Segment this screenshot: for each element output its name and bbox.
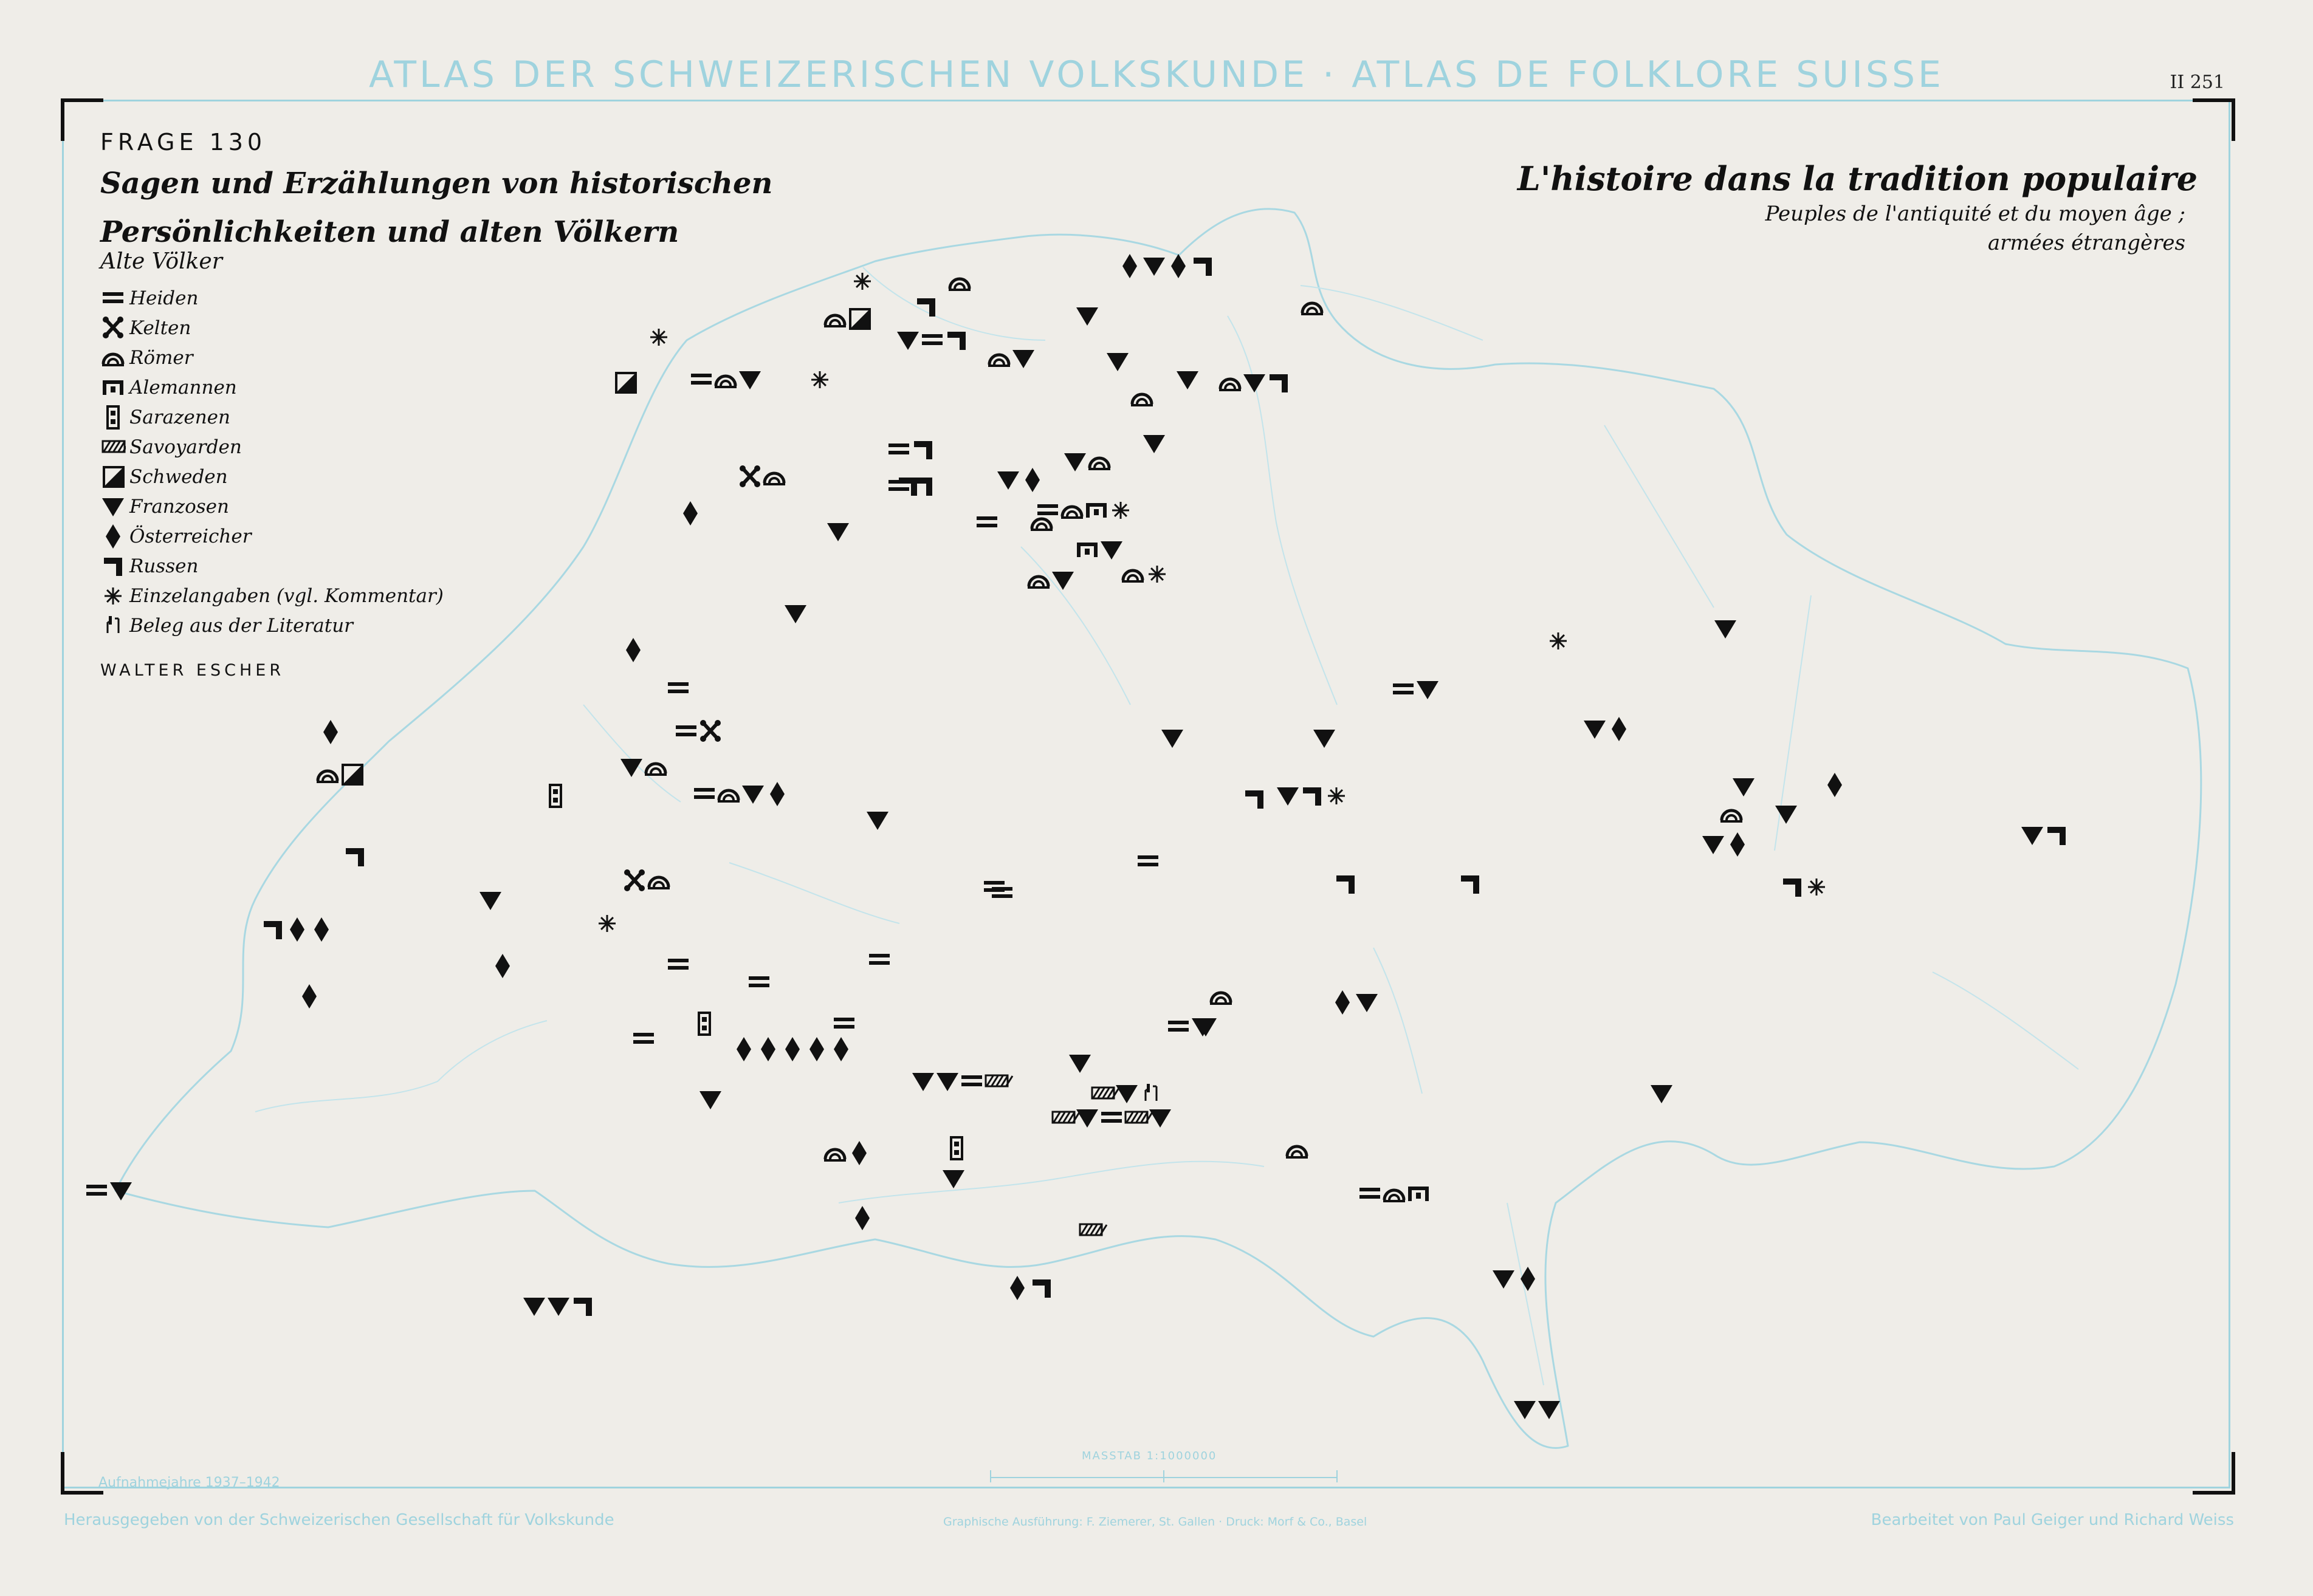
sarazenen-icon bbox=[951, 1137, 962, 1159]
heiden-icon bbox=[888, 480, 909, 491]
map-marker bbox=[1210, 993, 1232, 1005]
franzosen-icon bbox=[867, 812, 888, 830]
map-marker bbox=[1076, 307, 1098, 326]
franzosen-icon bbox=[1052, 572, 1074, 590]
roemer-icon bbox=[949, 279, 971, 291]
map-marker bbox=[917, 298, 935, 317]
einzel-icon bbox=[1149, 566, 1166, 583]
map-marker bbox=[1037, 502, 1129, 519]
roemer-icon bbox=[1088, 458, 1110, 470]
map-marker bbox=[1584, 717, 1626, 741]
map-marker bbox=[1245, 790, 1263, 809]
franzosen-icon bbox=[1243, 374, 1265, 392]
map-marker bbox=[626, 638, 641, 662]
franzosen-icon bbox=[785, 605, 806, 623]
franzosen-icon bbox=[827, 523, 849, 541]
sarazenen-icon bbox=[699, 1013, 710, 1035]
publisher-credit: Herausgegeben von der Schweizerischen Gesellschaft für Volkskunde bbox=[64, 1511, 614, 1529]
title-french: L'histoire dans la tradition populaire bbox=[1517, 159, 2198, 198]
oesterreicher-icon bbox=[1025, 468, 1040, 492]
map-marker bbox=[1335, 990, 1378, 1015]
oesterreicher-icon bbox=[323, 720, 338, 744]
heiden-icon bbox=[1393, 683, 1414, 694]
roemer-icon bbox=[763, 473, 785, 485]
map-marker bbox=[1286, 1146, 1308, 1159]
heiden-icon bbox=[668, 682, 689, 693]
roemer-icon bbox=[1122, 570, 1144, 583]
legend-label: Schweden bbox=[129, 465, 228, 488]
einzel-icon bbox=[599, 915, 616, 932]
roemer-icon bbox=[715, 376, 737, 388]
russen-icon bbox=[1461, 875, 1479, 894]
oesterreicher-icon bbox=[1171, 254, 1186, 278]
map-marker bbox=[2021, 827, 2066, 845]
franzosen-icon bbox=[1161, 730, 1183, 748]
map-marker bbox=[676, 720, 721, 742]
map-marker bbox=[1122, 566, 1166, 583]
roemer-icon bbox=[988, 355, 1010, 367]
map-marker bbox=[811, 371, 828, 388]
heiden-icon bbox=[668, 959, 689, 970]
franzosen-icon bbox=[1277, 787, 1299, 806]
franzosen-icon bbox=[997, 471, 1019, 490]
franzosen-icon bbox=[1076, 307, 1098, 326]
map-marker bbox=[264, 917, 329, 942]
kelten-icon bbox=[700, 720, 721, 742]
franzosen-icon bbox=[1143, 435, 1165, 453]
roemer-icon bbox=[1131, 394, 1153, 406]
map-marker bbox=[495, 954, 510, 978]
franzosen-icon bbox=[110, 1182, 132, 1200]
title-german: Sagen und Erzählungen von historischen Persönlichkeiten und alten Völkern bbox=[100, 166, 773, 249]
map-marker bbox=[1031, 519, 1053, 531]
map-marker bbox=[1393, 681, 1438, 699]
legend-label: Einzelangaben (vgl. Kommentar) bbox=[129, 584, 444, 607]
alemannen-icon bbox=[1086, 503, 1107, 518]
oesterreicher-icon bbox=[855, 1206, 870, 1230]
atlas-title: ATLAS DER SCHWEIZERISCHEN VOLKSKUNDE · ATLAS DE FOLKLORE SUISSE bbox=[369, 53, 1944, 96]
franzosen-icon bbox=[943, 1170, 964, 1188]
heiden-icon bbox=[86, 1185, 107, 1196]
map-marker bbox=[86, 1182, 132, 1200]
map-marker bbox=[1053, 1109, 1171, 1128]
russen-icon bbox=[1270, 374, 1288, 392]
map-marker bbox=[1359, 1187, 1429, 1202]
russen-icon bbox=[1783, 878, 1801, 897]
map-marker bbox=[1827, 773, 1842, 797]
heiden-icon bbox=[694, 788, 715, 799]
franzosen-icon bbox=[1101, 541, 1122, 560]
schweden-icon bbox=[343, 765, 362, 784]
map-marker bbox=[1783, 878, 1825, 897]
map-marker bbox=[888, 441, 932, 459]
map-marker bbox=[1313, 730, 1335, 748]
heiden-icon bbox=[1138, 855, 1158, 866]
map-marker bbox=[1010, 1276, 1051, 1300]
map-marker bbox=[951, 1137, 962, 1159]
einzel-icon bbox=[1328, 787, 1345, 804]
franzosen-icon bbox=[479, 892, 501, 910]
russen-icon bbox=[574, 1298, 592, 1316]
einzel-icon bbox=[854, 273, 871, 290]
roemer-icon bbox=[824, 315, 846, 327]
franzosen-icon bbox=[1064, 453, 1086, 471]
franzosen-icon bbox=[1116, 1085, 1138, 1103]
map-marker bbox=[1122, 254, 1212, 278]
roemer-icon bbox=[1383, 1190, 1405, 1202]
russen-icon bbox=[264, 921, 282, 939]
franzosen-icon bbox=[620, 759, 642, 777]
franzosen-icon bbox=[699, 1091, 721, 1109]
franzosen-icon bbox=[1177, 371, 1198, 389]
map-marker bbox=[633, 1033, 654, 1044]
roemer-icon bbox=[1061, 507, 1083, 519]
roemer-icon bbox=[648, 877, 670, 889]
oesterreicher-icon bbox=[1010, 1276, 1025, 1300]
heiden-icon bbox=[922, 334, 943, 345]
map-marker bbox=[854, 273, 871, 290]
literatur-icon bbox=[1146, 1084, 1156, 1101]
heiden-icon bbox=[749, 976, 769, 987]
map-marker bbox=[1514, 1401, 1560, 1419]
oesterreicher-icon bbox=[761, 1037, 775, 1061]
franzosen-icon bbox=[1012, 350, 1034, 368]
map-marker bbox=[650, 329, 667, 346]
oesterreicher-icon bbox=[1335, 990, 1350, 1015]
map-marker bbox=[977, 516, 997, 527]
franzosen-icon bbox=[1107, 353, 1129, 371]
russen-icon bbox=[1336, 875, 1355, 894]
oesterreicher-icon bbox=[626, 638, 641, 662]
savoyarden-icon bbox=[1126, 1112, 1152, 1123]
map-marker bbox=[1702, 832, 1745, 857]
franzosen-icon bbox=[548, 1298, 569, 1316]
map-marker bbox=[1775, 806, 1797, 824]
kelten-icon bbox=[740, 465, 760, 487]
map-marker bbox=[997, 468, 1040, 492]
roemer-icon bbox=[1286, 1146, 1308, 1159]
map-marker bbox=[599, 915, 616, 932]
russen-icon bbox=[2047, 827, 2066, 845]
map-marker bbox=[1336, 875, 1355, 894]
einzel-icon bbox=[1550, 632, 1567, 649]
map-marker bbox=[1077, 541, 1122, 560]
heiden-icon bbox=[961, 1075, 982, 1086]
question-label: FRAGE 130 bbox=[100, 129, 267, 156]
einzel-icon bbox=[1112, 502, 1129, 519]
heiden-icon bbox=[633, 1033, 654, 1044]
map-marker bbox=[1080, 1224, 1107, 1235]
legend-label: Beleg aus der Literatur bbox=[129, 614, 354, 637]
franzosen-icon bbox=[1514, 1401, 1536, 1419]
oesterreicher-icon bbox=[852, 1141, 867, 1165]
franzosen-icon bbox=[1069, 1055, 1091, 1073]
oesterreicher-icon bbox=[302, 984, 317, 1009]
oesterreicher-icon bbox=[737, 1037, 751, 1061]
einzel-icon bbox=[1808, 878, 1825, 896]
map-marker bbox=[949, 279, 971, 291]
map-marker bbox=[1219, 374, 1288, 392]
map-marker bbox=[1550, 632, 1567, 649]
roemer-icon bbox=[1031, 519, 1053, 531]
russen-icon bbox=[914, 441, 932, 459]
heiden-icon bbox=[1037, 504, 1058, 515]
map-marker bbox=[912, 1073, 1012, 1091]
map-marker bbox=[550, 785, 561, 807]
franzosen-icon bbox=[912, 1073, 934, 1091]
franzosen-icon bbox=[742, 786, 764, 804]
map-marker bbox=[302, 984, 317, 1009]
map-marker bbox=[691, 371, 761, 389]
heiden-icon bbox=[992, 887, 1012, 898]
schweden-icon bbox=[616, 373, 636, 392]
map-marker bbox=[1161, 730, 1183, 748]
russen-icon bbox=[947, 332, 966, 350]
oesterreicher-icon bbox=[1827, 773, 1842, 797]
author: WALTER ESCHER bbox=[100, 661, 285, 680]
map-marker bbox=[1733, 778, 1755, 796]
russen-icon bbox=[917, 298, 935, 317]
oesterreicher-icon bbox=[1521, 1267, 1535, 1291]
map-marker bbox=[943, 1170, 964, 1188]
map-marker bbox=[897, 332, 966, 350]
legend-label: Sarazenen bbox=[129, 406, 230, 428]
map-marker bbox=[1714, 620, 1736, 639]
map-marker bbox=[694, 782, 785, 806]
franzosen-icon bbox=[523, 1298, 545, 1316]
map-marker bbox=[869, 954, 890, 965]
map-marker bbox=[1651, 1085, 1672, 1103]
franzosen-icon bbox=[1775, 806, 1797, 824]
oesterreicher-icon bbox=[1730, 832, 1745, 857]
legend-label: Franzosen bbox=[129, 495, 229, 518]
roemer-icon bbox=[317, 771, 339, 783]
franzosen-icon bbox=[1356, 994, 1378, 1012]
franzosen-icon bbox=[1714, 620, 1736, 639]
oesterreicher-icon bbox=[1612, 717, 1626, 741]
map-marker bbox=[1301, 303, 1323, 315]
oesterreicher-icon bbox=[834, 1037, 848, 1061]
map-marker bbox=[346, 848, 364, 866]
franzosen-icon bbox=[1313, 730, 1335, 748]
roemer-icon bbox=[1210, 993, 1232, 1005]
heiden-icon bbox=[888, 444, 909, 454]
roemer-icon bbox=[718, 790, 740, 803]
savoyarden-icon bbox=[986, 1075, 1012, 1086]
map-marker bbox=[749, 976, 769, 987]
heiden-icon bbox=[676, 725, 696, 736]
oesterreicher-icon bbox=[809, 1037, 824, 1061]
map-marker bbox=[1177, 371, 1198, 389]
russen-icon bbox=[346, 848, 364, 866]
oesterreicher-icon bbox=[683, 501, 698, 526]
map-marker bbox=[1461, 875, 1479, 894]
legend-label: Kelten bbox=[129, 317, 191, 339]
einzel-icon bbox=[811, 371, 828, 388]
alemannen-icon bbox=[1408, 1187, 1429, 1201]
oesterreicher-icon bbox=[495, 954, 510, 978]
heiden-icon bbox=[869, 954, 890, 965]
map-marker bbox=[624, 869, 670, 891]
franzosen-icon bbox=[739, 371, 761, 389]
plate-number: II 251 bbox=[2170, 72, 2225, 93]
franzosen-icon bbox=[1493, 1270, 1514, 1289]
franzosen-icon bbox=[1584, 721, 1606, 739]
map-marker bbox=[479, 892, 501, 910]
franzosen-icon bbox=[1733, 778, 1755, 796]
kelten-icon bbox=[624, 869, 645, 891]
russen-icon bbox=[1033, 1279, 1051, 1298]
franzosen-icon bbox=[1702, 836, 1724, 854]
roemer-icon bbox=[1028, 577, 1050, 589]
legend-label: Alemannen bbox=[129, 376, 237, 399]
subtitle-german: Alte Völker bbox=[100, 249, 222, 274]
map-marker bbox=[1064, 453, 1110, 471]
heiden-icon bbox=[691, 374, 712, 385]
map-marker bbox=[1720, 810, 1742, 823]
map-marker bbox=[1138, 855, 1158, 866]
heiden-icon bbox=[977, 516, 997, 527]
editors-credit: Bearbeitet von Paul Geiger und Richard Weiss bbox=[1871, 1511, 2234, 1529]
map-marker bbox=[683, 501, 698, 526]
map-marker bbox=[317, 765, 362, 784]
map-marker bbox=[1028, 572, 1074, 590]
heiden-icon bbox=[1359, 1188, 1380, 1199]
map-marker bbox=[737, 1037, 848, 1061]
heiden-icon bbox=[1101, 1112, 1122, 1123]
franzosen-icon bbox=[1538, 1401, 1560, 1419]
savoyarden-icon bbox=[1080, 1224, 1107, 1235]
map-marker bbox=[1277, 787, 1345, 806]
map-marker bbox=[699, 1013, 710, 1035]
map-marker bbox=[988, 350, 1034, 368]
franzosen-icon bbox=[937, 1073, 958, 1091]
roemer-icon bbox=[1720, 810, 1742, 823]
subtitle-french: Peuples de l'antiquité et du moyen âge ; armées étrangères bbox=[1765, 202, 2185, 255]
savoyarden-icon bbox=[1053, 1112, 1079, 1123]
franzosen-icon bbox=[1149, 1109, 1171, 1128]
survey-years: Aufnahmejahre 1937–1942 bbox=[98, 1475, 280, 1490]
map-marker bbox=[699, 1091, 721, 1109]
legend-label: Russen bbox=[129, 555, 199, 577]
map-marker bbox=[824, 1141, 867, 1165]
heiden-icon bbox=[834, 1018, 854, 1029]
russen-icon bbox=[1303, 787, 1321, 806]
map-marker bbox=[834, 1018, 854, 1029]
map-marker bbox=[323, 720, 338, 744]
einzel-icon bbox=[650, 329, 667, 346]
roemer-icon bbox=[1219, 379, 1241, 391]
franzosen-icon bbox=[2021, 827, 2043, 845]
legend-label: Heiden bbox=[129, 287, 199, 309]
franzosen-icon bbox=[1417, 681, 1438, 699]
map-marker bbox=[824, 309, 870, 329]
franzosen-icon bbox=[897, 332, 919, 350]
russen-icon bbox=[1194, 258, 1212, 276]
map-marker bbox=[620, 759, 667, 777]
print-credit: Graphische Ausführung: F. Ziemerer, St. Gallen · Druck: Morf & Co., Basel bbox=[943, 1515, 1367, 1529]
russen-icon bbox=[1245, 790, 1263, 809]
roemer-icon bbox=[824, 1149, 846, 1162]
roemer-icon bbox=[645, 764, 667, 776]
map-marker bbox=[1143, 435, 1165, 453]
map-marker bbox=[1107, 353, 1129, 371]
map-marker bbox=[827, 523, 849, 541]
map-marker bbox=[616, 373, 636, 392]
sarazenen-icon bbox=[550, 785, 561, 807]
map-marker bbox=[1131, 394, 1153, 406]
map-marker bbox=[992, 887, 1012, 898]
oesterreicher-icon bbox=[770, 782, 785, 806]
roemer-icon bbox=[1301, 303, 1323, 315]
map-marker bbox=[740, 465, 785, 487]
map-marker bbox=[1493, 1267, 1535, 1291]
scale-label: MASSTAB 1:1000000 bbox=[1082, 1450, 1217, 1462]
franzosen-icon bbox=[1143, 258, 1165, 276]
map-marker bbox=[855, 1206, 870, 1230]
savoyarden-icon bbox=[1092, 1087, 1119, 1098]
map-marker bbox=[785, 605, 806, 623]
map-marker bbox=[867, 812, 888, 830]
franzosen-icon bbox=[1076, 1109, 1098, 1128]
oesterreicher-icon bbox=[785, 1037, 800, 1061]
legend-label: Österreicher bbox=[129, 525, 252, 547]
alemannen-icon bbox=[1077, 543, 1098, 557]
oesterreicher-icon bbox=[1122, 254, 1137, 278]
legend-label: Savoyarden bbox=[129, 436, 242, 458]
oesterreicher-icon bbox=[314, 917, 329, 942]
franzosen-icon bbox=[1651, 1085, 1672, 1103]
map-marker bbox=[1069, 1055, 1091, 1073]
schweden-icon bbox=[850, 309, 870, 329]
map-marker bbox=[523, 1298, 592, 1316]
map-marker bbox=[668, 959, 689, 970]
map-marker bbox=[1092, 1084, 1156, 1103]
legend-label: Römer bbox=[129, 346, 193, 369]
oesterreicher-icon bbox=[290, 917, 304, 942]
heiden-icon bbox=[1168, 1021, 1189, 1032]
map-marker bbox=[668, 682, 689, 693]
